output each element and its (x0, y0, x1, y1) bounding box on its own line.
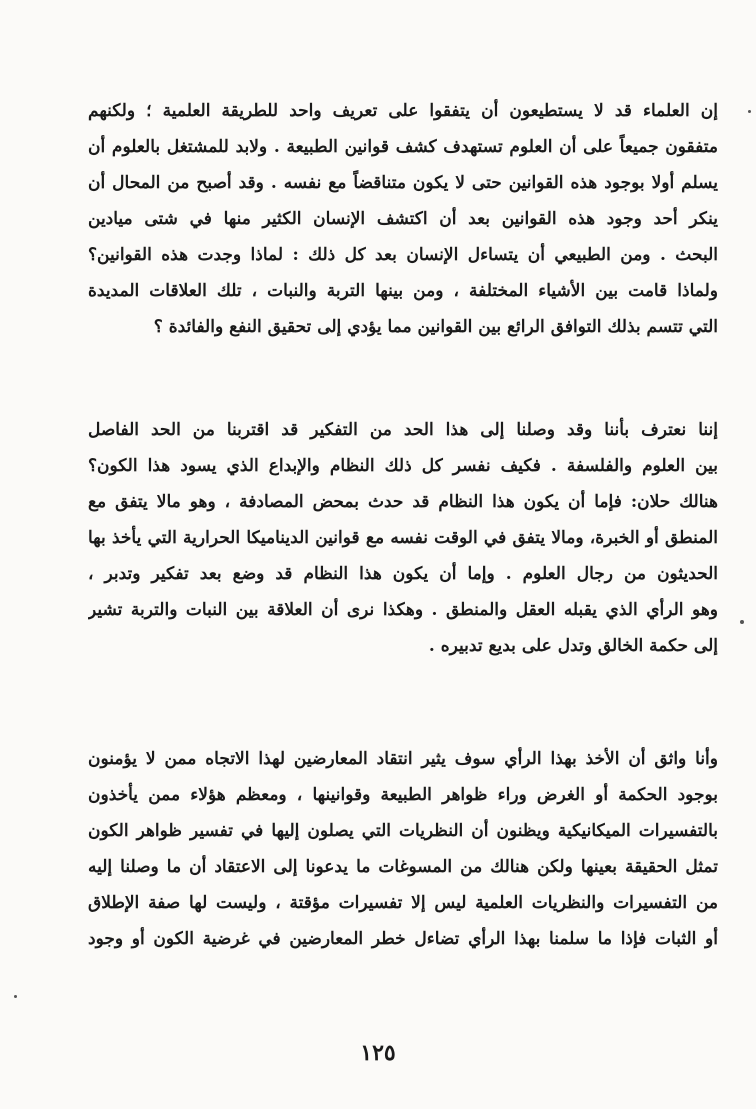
text-line: بالتفسيرات الميكانيكية ويظنون أن النظريات التي يصلون إليها في تفسير ظواهر الكون (88, 821, 718, 841)
scan-speck (748, 110, 751, 113)
text-line: بين العلوم والفلسفة . فكيف نفسر كل ذلك النظام والإبداع الذي يسود هذا الكون؟ (88, 456, 718, 476)
text-line: التي تتسم بذلك التوافق الرائع بين القوانين مما يؤدي إلى تحقيق النفع والفائدة ؟ (153, 317, 718, 337)
text-line: إن العلماء قد لا يستطيعون أن يتفقوا على تعريف واحد للطريقة العلمية ؛ ولكنهم (88, 101, 718, 121)
paragraph-2 (88, 412, 718, 664)
text-line: من التفسيرات والنظريات العلمية ليس إلا تفسيرات مؤقتة ، وليست لها صفة الإطلاق (88, 893, 718, 913)
text-line: بوجود الحكمة أو الغرض وراء ظواهر الطبيعة وقوانينها ، ومعظم هؤلاء ممن يأخذون (88, 785, 718, 805)
page-number: ١٢٥ (360, 1040, 396, 1066)
text-line: إننا نعترف بأننا وقد وصلنا إلى هذا الحد من التفكير قد اقتربنا من الحد الفاصل (88, 420, 718, 440)
text-line: المنطق أو الخبرة، ومالا يتفق في الوقت نفسه مع قوانين الديناميكا الحرارية التي يأخذ بها (88, 528, 718, 548)
text-line: إلى حكمة الخالق وتدل على بديع تدبيره . (428, 636, 718, 656)
text-line: البحث . ومن الطبيعي أن يتساءل الإنسان بعد كل ذلك : لماذا وجدت هذه القوانين؟ (88, 245, 718, 265)
text-line: وأنا واثق أن الأخذ بهذا الرأي سوف يثير انتقاد المعارضين لهذا الاتجاه ممن لا يؤمنون (88, 749, 718, 769)
text-line: تمثل الحقيقة بعينها ولكن هنالك من المسوغات ما يدعونا إلى الاعتقاد أن ما وصلنا إليه (88, 857, 718, 877)
paragraph-1 (88, 93, 718, 345)
paragraph-3 (88, 741, 718, 957)
scan-speck (14, 995, 17, 998)
text-line: أو الثبات فإذا ما سلمنا بهذا الرأي تضاءل خطر المعارضين في غرضية الكون أو وجود (88, 929, 718, 949)
text-line: هنالك حلان: فإما أن يكون هذا النظام قد حدث بمحض المصادفة ، وهو مالا يتفق مع (88, 492, 718, 512)
text-line: يسلم أولا بوجود هذه القوانين حتى لا يكون متناقضاً مع نفسه . وقد أصبح من المحال أن (88, 173, 718, 193)
text-line: ينكر أحد وجود هذه القوانين بعد أن اكتشف الإنسان الكثير منها في شتى ميادين (88, 209, 718, 229)
text-line: وهو الرأي الذي يقبله العقل والمنطق . وهكذا نرى أن العلاقة بين النبات والتربة تشير (88, 600, 718, 620)
text-line: ولماذا قامت بين الأشياء المختلفة ، ومن بينها التربة والنبات ، تلك العلاقات المديدة (88, 281, 718, 301)
text-line: الحديثون من رجال العلوم . وإما أن يكون هذا النظام قد وضع بعد تفكير وتدبر ، (88, 564, 718, 584)
scan-speck (740, 620, 744, 624)
text-line: متفقون جميعاً على أن العلوم تستهدف كشف قوانين الطبيعة . ولابد للمشتغل بالعلوم أن (88, 137, 718, 157)
